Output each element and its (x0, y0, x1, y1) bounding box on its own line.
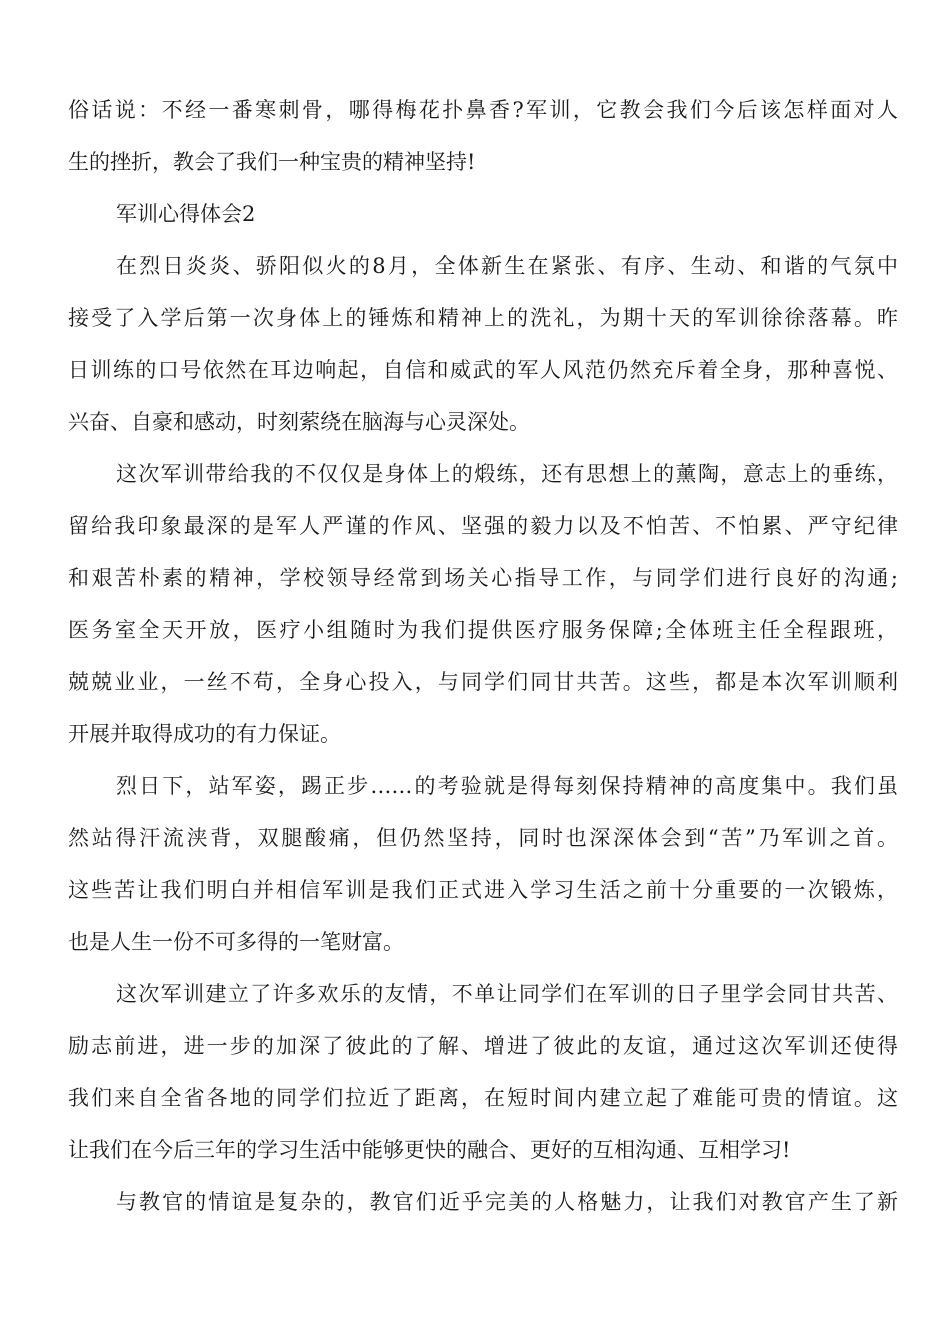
text-line: 和艰苦朴素的精神，学校领导经常到场关心指导工作，与同学们进行良好的沟通; (68, 566, 898, 590)
text-line: 这些苦让我们明白并相信军训是我们正式进入学习生活之前十分重要的一次锻炼， (68, 878, 898, 902)
text-line: 生的挫折，教会了我们一种宝贵的精神坚持! (68, 150, 476, 174)
text-line: 接受了入学后第一次身体上的锤炼和精神上的洗礼，为期十天的军训徐徐落幕。昨 (68, 306, 898, 330)
text-line: 医务室全天开放，医疗小组随时为我们提供医疗服务保障;全体班主任全程跟班， (68, 618, 898, 642)
text-line: 留给我印象最深的是军人严谨的作风、坚强的毅力以及不怕苦、不怕累、严守纪律 (68, 514, 898, 538)
text-line: 也是人生一份不可多得的一笔财富。 (68, 930, 404, 954)
text-line: 这次军训带给我的不仅仅是身体上的煅练，还有思想上的薰陶，意志上的垂练， (116, 462, 898, 486)
text-line: 与教官的情谊是复杂的，教官们近乎完美的人格魅力，让我们对教官产生了新 (116, 1190, 898, 1214)
text-line: 在烈日炎炎、骄阳似火的8月，全体新生在紧张、有序、生动、和谐的气氛中 (116, 254, 898, 278)
text-line: 这次军训建立了许多欢乐的友情，不单让同学们在军训的日子里学会同甘共苦、 (116, 982, 898, 1006)
text-line: 俗话说：不经一番寒刺骨，哪得梅花扑鼻香?军训，它教会我们今后该怎样面对人 (68, 98, 898, 122)
text-line: 让我们在今后三年的学习生活中能够更快的融合、更好的互相沟通、互相学习! (68, 1138, 791, 1162)
text-line: 我们来自全省各地的同学们拉近了距离，在短时间内建立起了难能可贵的情谊。这 (68, 1086, 898, 1110)
text-line: 日训练的口号依然在耳边响起，自信和威武的军人风范仍然充斥着全身，那种喜悦、 (68, 358, 898, 382)
text-line: 开展并取得成功的有力保证。 (68, 722, 341, 746)
section-heading: 军训心得体会2 (116, 202, 256, 226)
text-line: 兢兢业业，一丝不苟，全身心投入，与同学们同甘共苦。这些，都是本次军训顺利 (68, 670, 898, 694)
text-line: 烈日下，站军姿，踢正步……的考验就是得每刻保持精神的高度集中。我们虽 (116, 774, 898, 798)
text-line: 兴奋、自豪和感动，时刻萦绕在脑海与心灵深处。 (68, 410, 530, 434)
text-line: 励志前进，进一步的加深了彼此的了解、增进了彼此的友谊，通过这次军训还使得 (68, 1034, 898, 1058)
text-line: 然站得汗流浃背，双腿酸痛，但仍然坚持，同时也深深体会到“苦”乃军训之首。 (68, 826, 898, 850)
